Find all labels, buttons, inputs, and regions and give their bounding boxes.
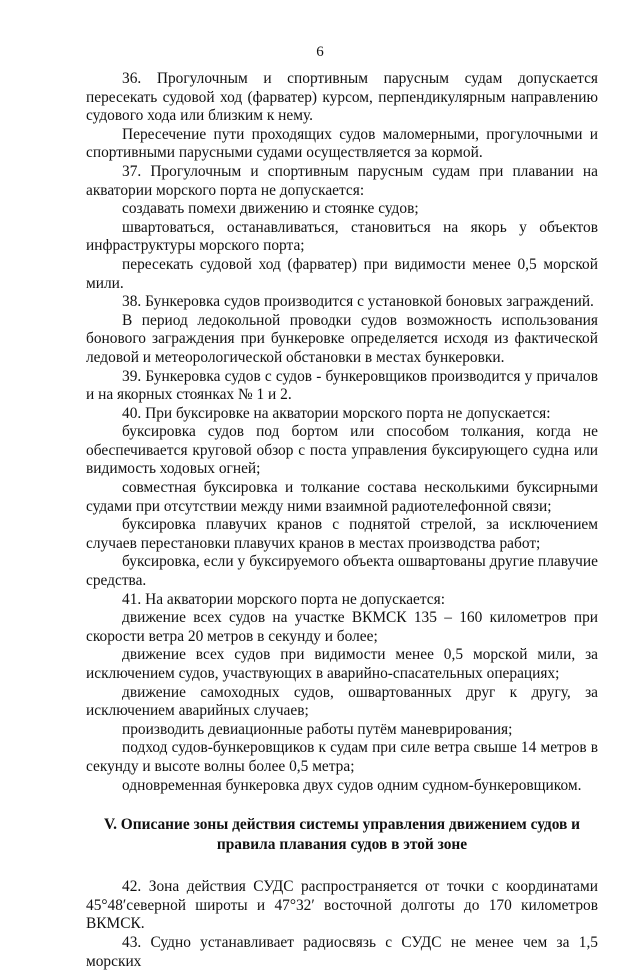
paragraph: 38. Бункеровка судов производится с установкой боновых заграждений. [122,293,594,311]
paragraph: движение всех судов на участке ВКМСК 135 – 160 километров при скорости ветра 20 метров в секунду и более; [86,609,598,645]
paragraph: совместная буксировка и толкание состава несколькими буксирными судами при отсутствии между ними взаимной радиотелефонной связи; [86,479,598,515]
page-number: 6 [316,44,324,60]
paragraph: буксировка судов под бортом или способом толкания, когда не обеспечивается круговой обзор с поста управления буксирующего судна или видимость ходовых огней; [86,423,598,478]
paragraph: буксировка, если у буксируемого объекта ошвартованы другие плавучие средства. [86,553,598,590]
paragraph: 42. Зона действия СУДС распространяется от точки с координатами 45°48′северной широты и 47°32′ восточной долготы до 170 километров ВКМСК. [86,878,598,933]
paragraph: движение всех судов при видимости менее 0,5 морской мили, за исключением судов, участвующих в аварийно-спасательных операциях; [86,646,598,682]
paragraph: В период ледокольной проводки судов возможность использования бонового заграждения при бункеровке определяется исходя из фактической ледовой и метеорологической обстановки в местах бункеровки. [86,311,598,366]
paragraph: пересекать судовой ход (фарватер) при видимости менее 0,5 морской мили. [86,255,598,292]
paragraph: 43. Судно устанавливает радиосвязь с СУДС не менее чем за 1,5 морских [86,933,598,970]
paragraph: производить девиационные работы путём маневрирования; [122,720,513,738]
paragraph: одновременная бункеровка двух судов одним судном-бункеровщиком. [122,776,582,794]
document-body [86,70,598,971]
paragraph: 36. Прогулочным и спортивным парусным судам допускается пересекать судовой ход (фарватер) курсом, перпендикулярным направлению судового хода или близким к нему. [86,70,598,125]
section-heading-line: правила плавания судов в этой зоне [216,835,468,853]
paragraph: буксировка плавучих кранов с поднятой стрелой, за исключением случаев перестановки плавучих кранов в местах производства работ; [86,516,598,552]
paragraph: 40. При буксировке на акватории морского порта не допускается: [122,404,551,422]
paragraph: 41. На акватории морского порта не допускается: [122,590,445,608]
paragraph: 39. Бункеровка судов с судов - бункеровщиков производится у причалов и на якорных стоянках № 1 и 2. [86,367,598,404]
paragraph: создавать помехи движению и стоянке судов; [122,200,419,218]
section-heading-line: V. Описание зоны действия системы управления движением судов и [103,816,581,834]
paragraph: подход судов-бункеровщиков к судам при силе ветра свыше 14 метров в секунду и высоте волны более 0,5 метра; [86,739,598,775]
paragraph: Пересечение пути проходящих судов маломерными, прогулочными и спортивными парусными судами осуществляется за кормой. [86,125,598,162]
paragraph: движение самоходных судов, ошвартованных друг к другу, за исключением аварийных случаев; [86,683,598,720]
paragraph: 37. Прогулочным и спортивным парусным судам при плавании на акватории морского порта не допускается: [86,162,598,199]
section-heading [86,815,598,854]
paragraph: швартоваться, останавливаться, становиться на якорь у объектов инфраструктуры морского порта; [86,218,598,255]
